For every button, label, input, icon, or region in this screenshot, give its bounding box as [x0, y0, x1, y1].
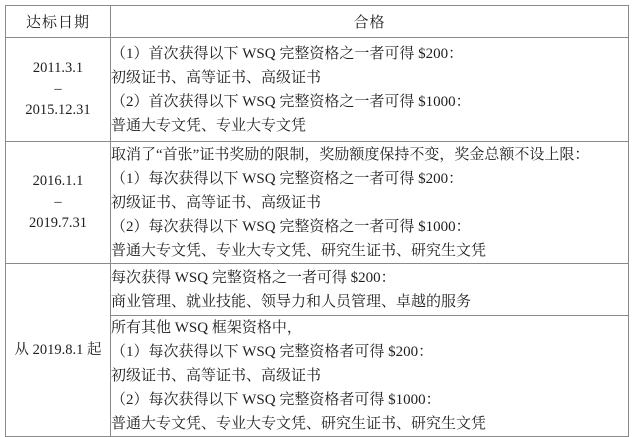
date-start: 2016.1.1: [32, 173, 84, 189]
date-cell-2016-2019: [6, 142, 111, 264]
content-line: 普通大专文凭、专业大专文凭、研究生证书、研究生文凭: [111, 416, 487, 432]
date-cell-2011-2015: [6, 38, 111, 142]
content-line: 每次获得 WSQ 完整资格之一者可得 $200：: [111, 269, 396, 286]
content-line: （2）每次获得以下 WSQ 完整资格者可得 $1000：: [111, 392, 441, 408]
date-end: 2019.7.31: [29, 215, 87, 231]
content-line: 普通大专文凭、专业大专文凭: [111, 117, 307, 134]
qualify-cell-2011-2015: [111, 38, 629, 142]
date-dash: –: [54, 81, 62, 97]
content-line: 商业管理、就业技能、领导力和人员管理、卓越的服务: [111, 293, 472, 310]
content-line: （1）首次获得以下 WSQ 完整资格之一者可得 $200：: [111, 45, 464, 62]
date-dash: –: [54, 194, 62, 210]
content-line: 初级证书、高等证书、高级证书: [111, 194, 322, 211]
content-line: 初级证书、高等证书、高级证书: [111, 368, 322, 384]
content-line: （2）每次获得以下 WSQ 完整资格之一者可得 $1000：: [111, 218, 471, 235]
qualify-cell-from-2019-b: [111, 316, 629, 437]
table-row-2016-2019: [6, 142, 629, 264]
qualify-cell-2016-2019: [111, 142, 629, 264]
qualify-cell-from-2019-a: [111, 264, 629, 316]
header-qualify-column: 合格: [111, 6, 629, 38]
date-cell-from-2019: [6, 264, 111, 437]
date-end: 2015.12.31: [25, 102, 91, 118]
date-start: 2011.3.1: [32, 60, 84, 76]
date-from: 从 2019.8.1 起: [14, 341, 102, 358]
content-line: （2）首次获得以下 WSQ 完整资格之一者可得 $1000：: [111, 93, 471, 110]
table-row-2011-2015: [6, 38, 629, 142]
content-line: 所有其他 WSQ 框架资格中，: [111, 320, 302, 336]
wsq-award-table: [5, 5, 629, 437]
content-line: 取消了“首张”证书奖励的限制，奖励额度保持不变，奖金总额不设上限：: [111, 146, 590, 163]
content-line: （1）每次获得以下 WSQ 完整资格之一者可得 $200：: [111, 170, 464, 187]
header-date-column: 达标日期: [6, 6, 111, 38]
content-line: （1）每次获得以下 WSQ 完整资格者可得 $200：: [111, 344, 434, 360]
table-row-from-2019-part1: [6, 264, 629, 316]
content-line: 初级证书、高等证书、高级证书: [111, 69, 322, 86]
content-line: 普通大专文凭、专业大专文凭、研究生证书、研究生文凭: [111, 242, 487, 259]
table-header-row: [6, 6, 629, 38]
